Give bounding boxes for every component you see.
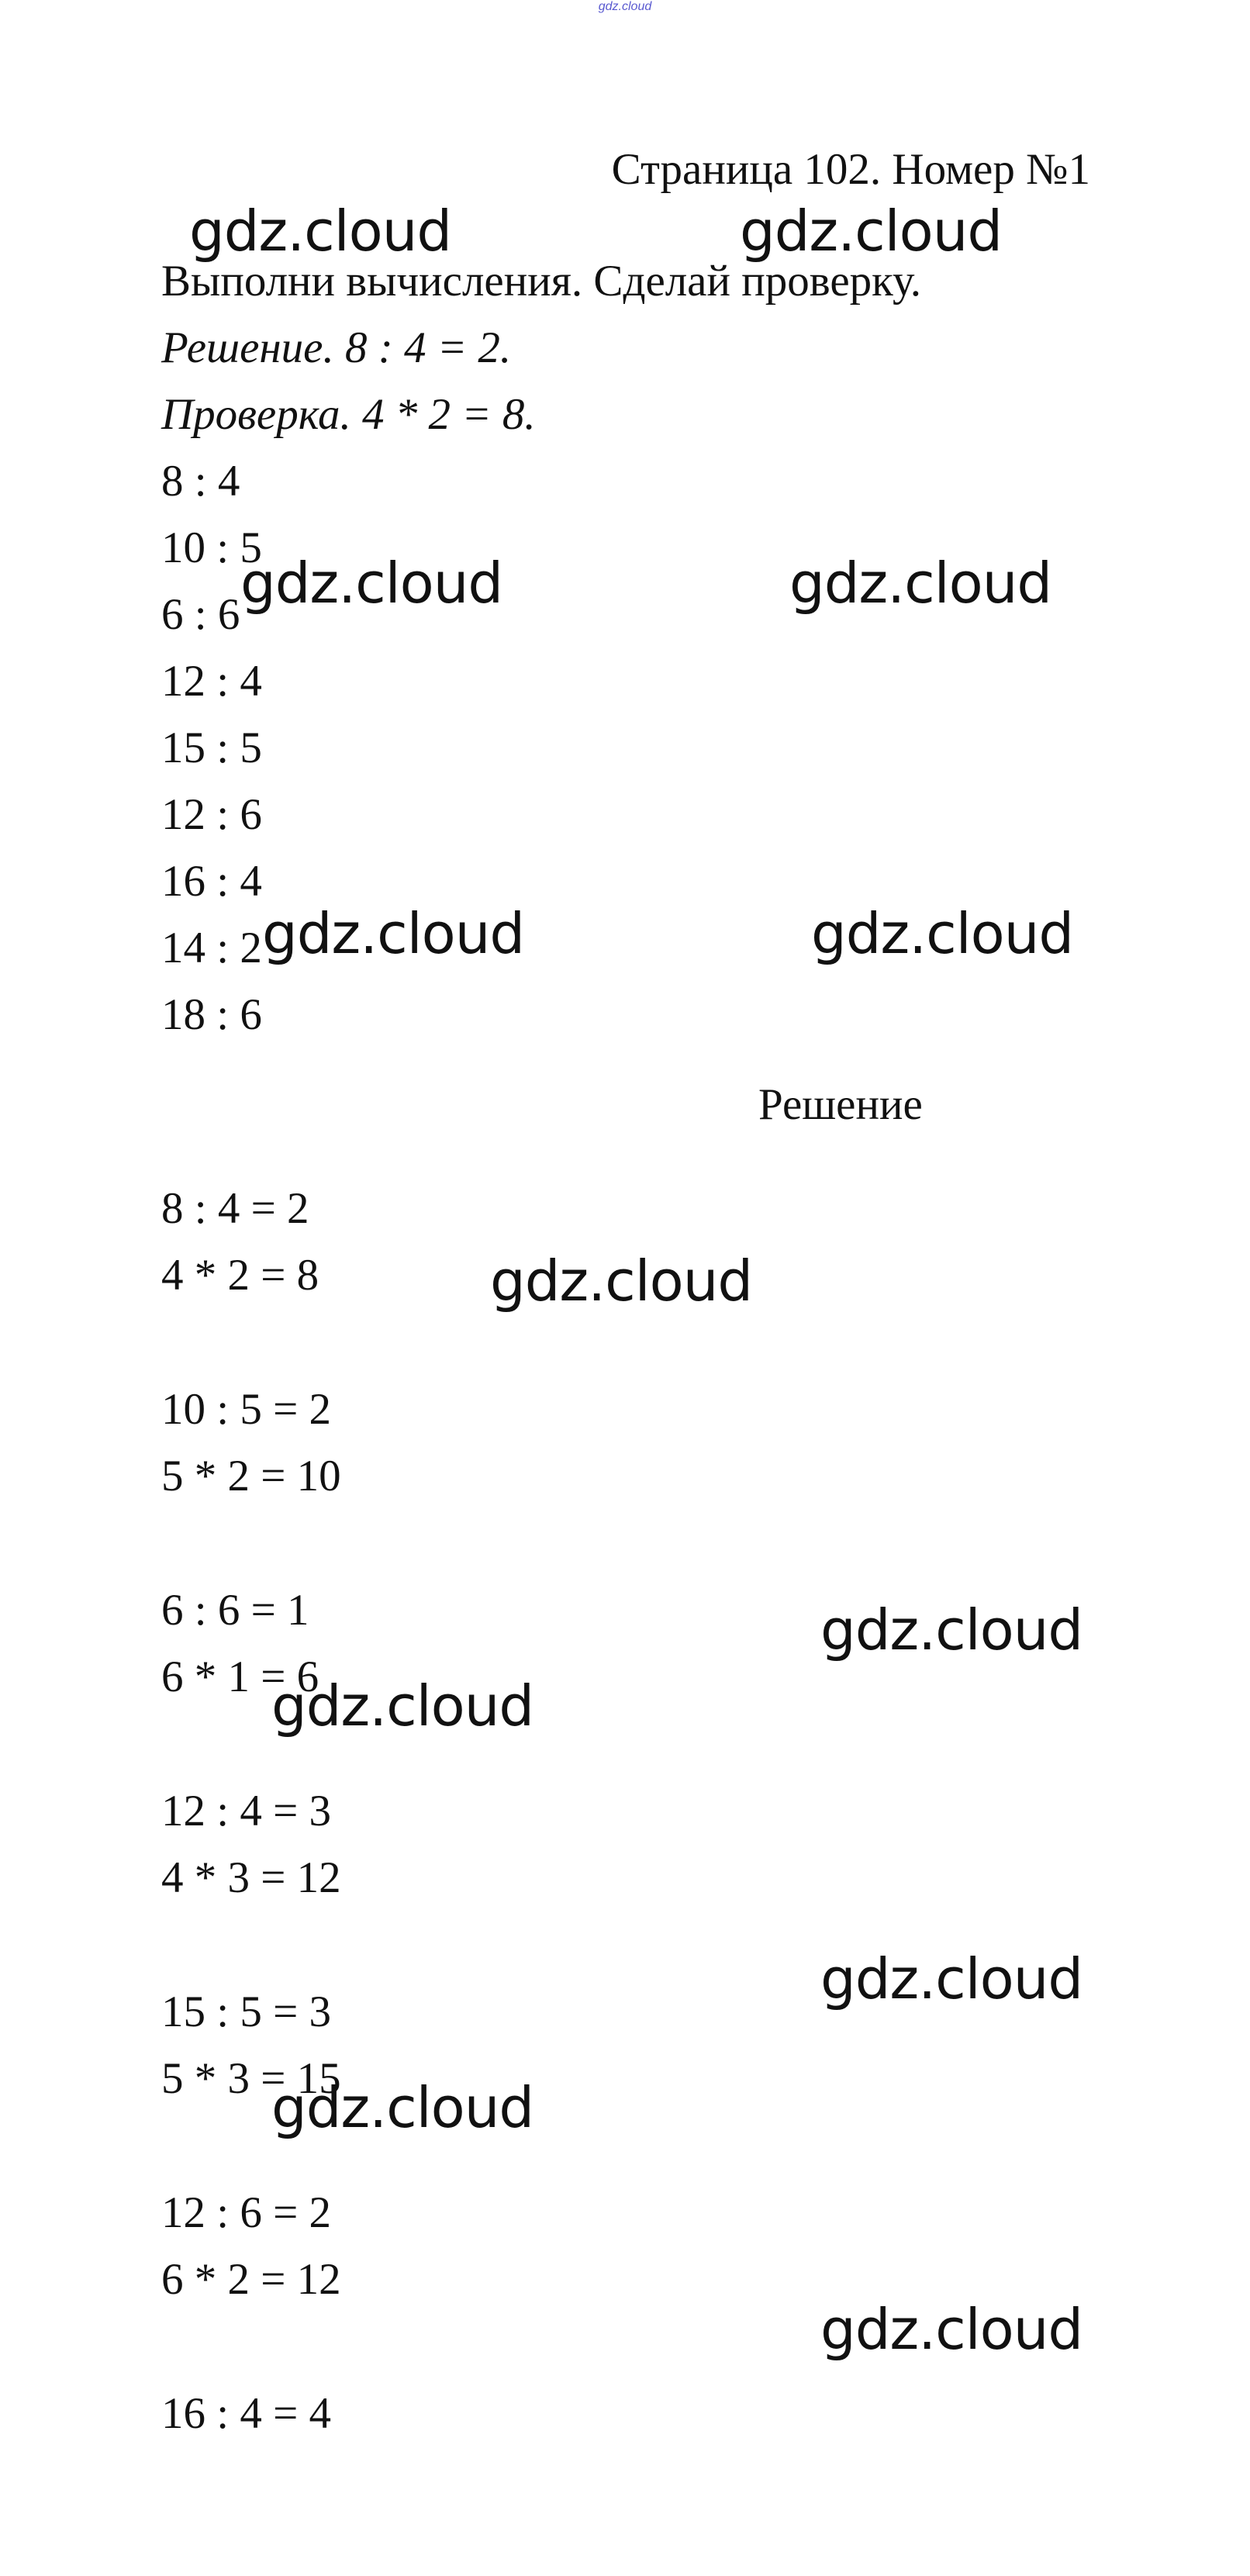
watermark: gdz.cloud <box>271 1673 534 1739</box>
solution-division: 15 : 5 = 3 <box>161 1987 331 2036</box>
watermark: gdz.cloud <box>811 901 1074 966</box>
watermark: gdz.cloud <box>820 1946 1083 2011</box>
expression: 12 : 4 <box>161 657 262 706</box>
example-check: Проверка. 4 * 2 = 8. <box>161 390 536 439</box>
solution-check: 6 * 1 = 6 <box>161 1652 319 1701</box>
watermark: gdz.cloud <box>820 2297 1083 2362</box>
watermark: gdz.cloud <box>789 551 1052 616</box>
solution-check: 4 * 3 = 12 <box>161 1853 341 1902</box>
watermark: gdz.cloud <box>490 1248 753 1314</box>
solution-division: 6 : 6 = 1 <box>161 1586 309 1635</box>
solution-heading: Решение <box>758 1080 923 1129</box>
task-instruction: Выполни вычисления. Сделай проверку. <box>161 257 922 306</box>
expression: 6 : 6 <box>161 590 240 639</box>
expression: 14 : 2 <box>161 924 262 972</box>
watermark: gdz.cloud <box>820 1597 1083 1663</box>
expression: 10 : 5 <box>161 523 262 572</box>
solution-division: 12 : 4 = 3 <box>161 1787 331 1835</box>
expression: 16 : 4 <box>161 857 262 906</box>
solution-check: 6 * 2 = 12 <box>161 2255 341 2304</box>
solution-division: 12 : 6 = 2 <box>161 2188 331 2237</box>
expression: 15 : 5 <box>161 723 262 772</box>
watermark: gdz.cloud <box>262 901 525 966</box>
header-watermark: gdz.cloud <box>598 0 652 13</box>
expression: 18 : 6 <box>161 990 262 1039</box>
solution-division: 16 : 4 = 4 <box>161 2389 331 2438</box>
watermark: gdz.cloud <box>189 199 452 264</box>
example-solution: Решение. 8 : 4 = 2. <box>161 323 512 372</box>
expression: 8 : 4 <box>161 457 240 506</box>
expression: 12 : 6 <box>161 790 262 839</box>
solution-check: 5 * 2 = 10 <box>161 1452 341 1500</box>
page-title: Страница 102. Номер №1 <box>611 145 1090 194</box>
solution-division: 10 : 5 = 2 <box>161 1385 331 1434</box>
watermark: gdz.cloud <box>740 199 1003 264</box>
watermark: gdz.cloud <box>240 551 503 616</box>
solution-check: 4 * 2 = 8 <box>161 1251 319 1300</box>
watermark: gdz.cloud <box>271 2075 534 2140</box>
solution-check: 5 * 3 = 15 <box>161 2054 341 2103</box>
solution-division: 8 : 4 = 2 <box>161 1184 309 1233</box>
